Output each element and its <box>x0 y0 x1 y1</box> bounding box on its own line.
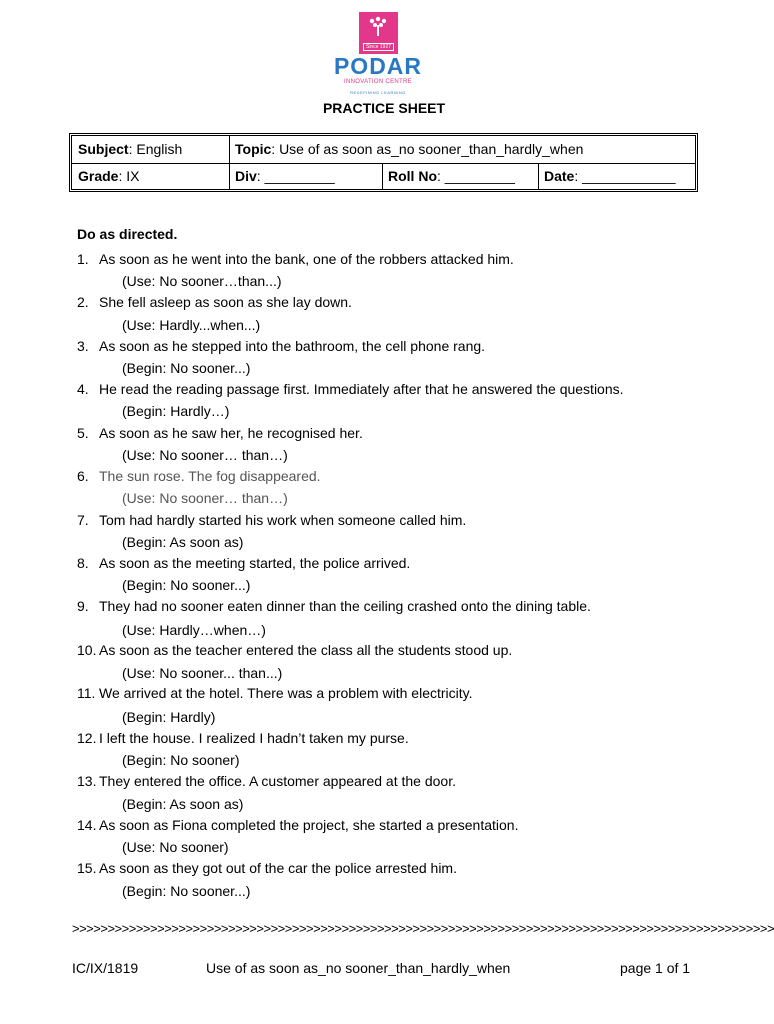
question-number: 4. <box>77 381 89 397</box>
footer-page-number: page 1 of 1 <box>620 960 691 976</box>
question-number: 8. <box>77 555 89 571</box>
question-text: I left the house. I realized I hadn’t taken my purse. <box>99 730 409 746</box>
question-number: 11. <box>77 685 96 701</box>
logo-name: PODAR <box>333 53 423 79</box>
footer-topic: Use of as soon as_no sooner_than_hardly_when <box>206 960 511 976</box>
question-item <box>77 467 321 485</box>
question-hint: (Begin: As soon as) <box>122 534 244 550</box>
div-value: : _________ <box>256 168 335 184</box>
question-item <box>77 511 466 529</box>
question-hint: (Begin: No sooner) <box>122 752 240 768</box>
question-item <box>77 729 409 747</box>
roll-value: : _________ <box>437 168 515 184</box>
question-hint: (Begin: No sooner...) <box>122 577 251 593</box>
question-text: We arrived at the hotel. There was a problem with electricity. <box>99 685 473 701</box>
date-cell <box>538 163 695 189</box>
question-text: They entered the office. A customer appeared at the door. <box>99 773 456 789</box>
subject-label: Subject <box>78 141 129 157</box>
logo-since: Since 1927 <box>363 43 394 51</box>
question-hint: (Begin: Hardly…) <box>122 403 230 419</box>
question-text: As soon as the meeting started, the police arrived. <box>99 555 411 571</box>
grade-cell <box>72 163 229 189</box>
directions-heading: Do as directed. <box>77 226 178 242</box>
podar-logo <box>330 12 426 96</box>
question-hint: (Use: No sooner... than...) <box>122 665 283 681</box>
div-cell <box>229 163 382 189</box>
question-item <box>77 424 363 442</box>
tree-icon <box>364 15 392 39</box>
question-hint: (Begin: As soon as) <box>122 796 244 812</box>
question-item <box>77 337 485 355</box>
question-text: They had no sooner eaten dinner than the ceiling crashed onto the dining table. <box>99 598 591 614</box>
question-item <box>77 597 591 615</box>
question-number: 7. <box>77 512 89 528</box>
question-number: 3. <box>77 338 89 354</box>
subject-value: : English <box>128 141 183 157</box>
question-text: Tom had hardly started his work when someone called him. <box>99 512 467 528</box>
question-hint: (Use: Hardly…when…) <box>122 622 266 638</box>
topic-label: Topic <box>235 141 272 157</box>
question-number: 6. <box>77 468 89 484</box>
topic-cell <box>229 136 695 162</box>
div-label: Div <box>235 168 257 184</box>
question-item <box>77 859 457 877</box>
question-text: As soon as he went into the bank, one of the robbers attacked him. <box>99 251 514 267</box>
question-hint: (Begin: No sooner...) <box>122 883 251 899</box>
question-text: As soon as the teacher entered the class all the students stood up. <box>99 642 513 658</box>
question-hint: (Use: Hardly...when...) <box>122 317 261 333</box>
question-item <box>77 684 473 702</box>
separator-line: >>>>>>>>>>>>>>>>>>>>>>>>>>>>>>>>>>>>>>>>>>>>>>>>>>>>>>>>>>>>>>>>>>>>>>>>>>>>>>>>>>>>>>>>>>>>>>>>>>> <box>72 921 774 936</box>
question-number: 12. <box>77 730 97 746</box>
question-number: 1. <box>77 251 89 267</box>
question-text: He read the reading passage first. Immediately after that he answered the questions. <box>99 381 624 397</box>
question-item <box>77 816 518 834</box>
question-number: 5. <box>77 425 89 441</box>
question-item <box>77 293 352 311</box>
question-text: As soon as he saw her, he recognised her. <box>99 425 363 441</box>
roll-label: Roll No <box>388 168 437 184</box>
subject-cell <box>72 136 229 162</box>
grade-value: : IX <box>118 168 140 184</box>
question-hint: (Use: No sooner…than...) <box>122 273 282 289</box>
question-number: 14. <box>77 817 97 833</box>
question-text: As soon as they got out of the car the police arrested him. <box>99 860 457 876</box>
grade-label: Grade <box>78 168 119 184</box>
roll-cell <box>382 163 538 189</box>
date-value: : ____________ <box>574 168 676 184</box>
question-item <box>77 554 410 572</box>
question-hint: (Use: No sooner… than…) <box>122 490 288 506</box>
question-hint: (Use: No sooner… than…) <box>122 447 288 463</box>
question-text: As soon as he stepped into the bathroom, the cell phone rang. <box>99 338 486 354</box>
question-hint: (Use: No sooner) <box>122 839 229 855</box>
question-text: As soon as Fiona completed the project, she started a presentation. <box>99 817 519 833</box>
page-title: PRACTICE SHEET <box>322 100 446 116</box>
question-item <box>77 641 512 659</box>
question-number: 10. <box>77 642 97 658</box>
question-hint: (Begin: No sooner...) <box>122 360 251 376</box>
logo-tagline: REDEFINING LEARNING <box>350 90 406 95</box>
question-item <box>77 250 514 268</box>
question-text: The sun rose. The fog disappeared. <box>99 468 321 484</box>
question-item <box>77 380 624 398</box>
question-number: 15. <box>77 860 97 876</box>
question-text: She fell asleep as soon as she lay down. <box>99 294 352 310</box>
logo-subtitle: INNOVATION CENTRE <box>344 79 412 85</box>
date-label: Date <box>544 168 575 184</box>
topic-value: : Use of as soon as_no sooner_than_hardly_when <box>271 141 584 157</box>
question-item <box>77 772 456 790</box>
question-number: 13. <box>77 773 97 789</box>
question-hint: (Begin: Hardly) <box>122 709 216 725</box>
info-table <box>69 133 698 192</box>
question-number: 2. <box>77 294 89 310</box>
question-number: 9. <box>77 598 89 614</box>
logo-emblem <box>359 12 398 54</box>
footer-code: IC/IX/1819 <box>72 960 139 976</box>
